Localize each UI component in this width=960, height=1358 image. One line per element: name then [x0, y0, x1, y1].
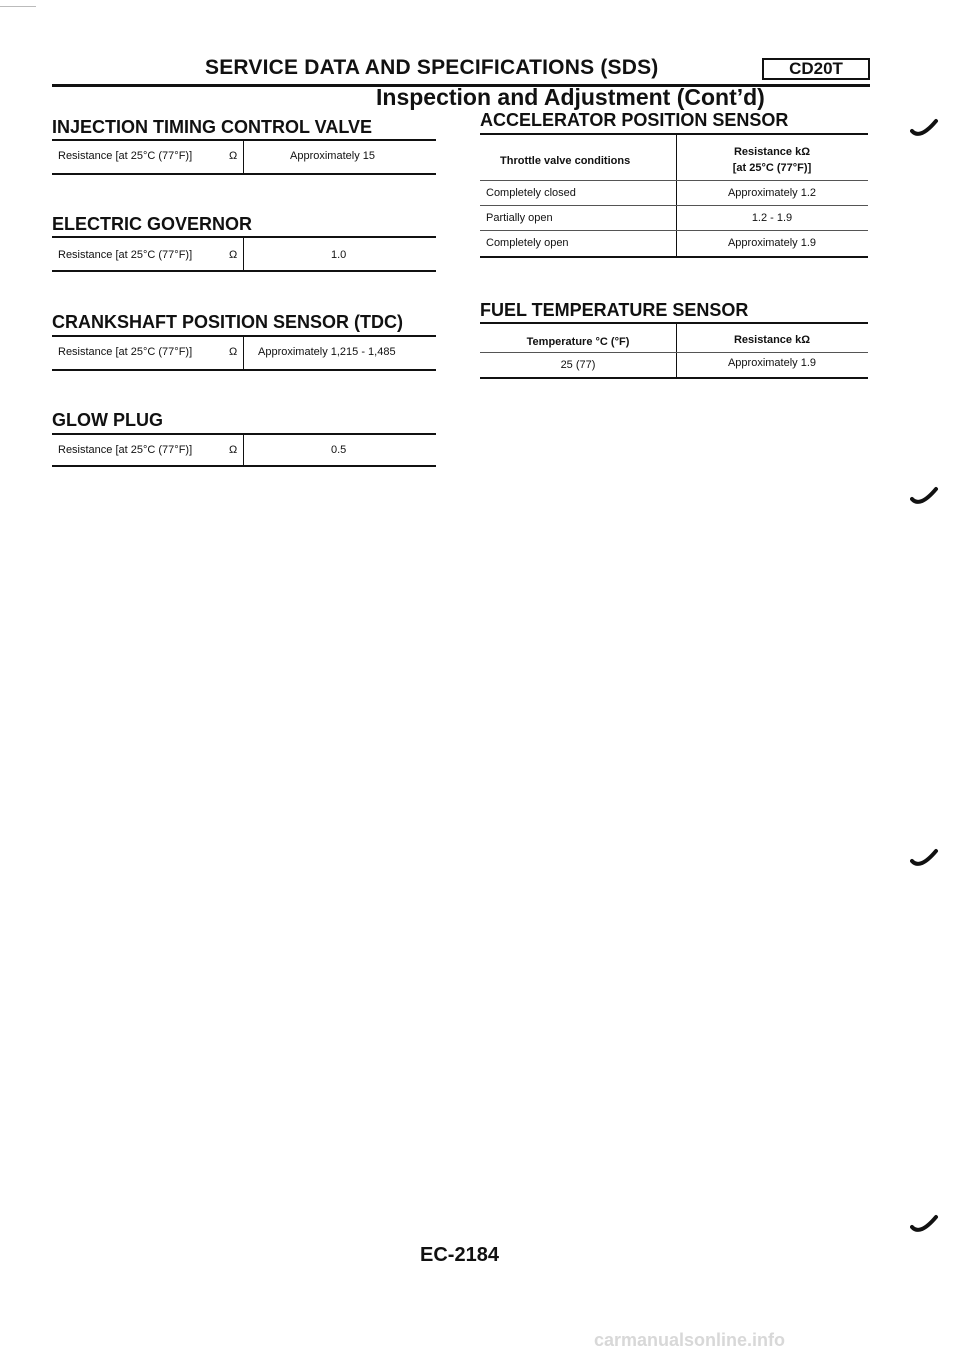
table-cell-condition: Completely closed	[486, 187, 576, 199]
table-header-throttle: Throttle valve conditions	[500, 155, 631, 167]
spec-unit: Ω	[229, 444, 238, 456]
row-divider	[480, 352, 868, 353]
section-rule	[480, 133, 868, 135]
spec-unit: Ω	[229, 346, 238, 358]
page-title: SERVICE DATA AND SPECIFICATIONS (SDS)	[205, 56, 659, 79]
watermark: carmanualsonline.info	[594, 1330, 786, 1350]
check-mark-icon	[910, 486, 940, 508]
table-cell-resistance: 1.2 - 1.9	[751, 212, 793, 224]
column-divider	[676, 324, 677, 378]
spec-label: Resistance [at 25°C (77°F)]	[58, 150, 193, 162]
column-divider	[243, 238, 244, 270]
page-subtitle: Inspection and Adjustment (Cont’d)	[376, 84, 765, 110]
column-divider	[243, 141, 244, 173]
spec-value: 1.0	[331, 249, 347, 261]
check-mark-icon	[910, 848, 940, 870]
section-rule	[52, 236, 436, 238]
section-rule	[52, 270, 436, 272]
check-mark-icon	[910, 1214, 940, 1236]
section-title-accelerator-sensor: ACCELERATOR POSITION SENSOR	[480, 110, 789, 130]
column-divider	[243, 435, 244, 467]
check-mark-icon	[910, 118, 940, 140]
scan-artifact	[0, 6, 36, 7]
table-header-resistance-condition: [at 25°C (77°F)]	[732, 162, 812, 174]
table-header-temperature: Temperature °C (°F)	[526, 336, 630, 348]
spec-unit: Ω	[229, 150, 238, 162]
table-cell-resistance: Approximately 1.9	[727, 357, 817, 369]
table-cell-temperature: 25 (77)	[560, 359, 596, 371]
table-cell-resistance: Approximately 1.9	[727, 237, 817, 249]
table-header-resistance: Resistance kΩ	[733, 146, 811, 158]
section-rule	[52, 173, 436, 175]
section-rule	[52, 369, 436, 371]
section-rule	[52, 335, 436, 337]
section-title-electric-governor: ELECTRIC GOVERNOR	[52, 214, 253, 234]
section-rule	[480, 322, 868, 324]
section-rule	[52, 139, 436, 141]
row-divider	[480, 230, 868, 231]
table-cell-resistance: Approximately 1.2	[727, 187, 817, 199]
section-rule	[52, 465, 436, 467]
section-rule	[480, 377, 868, 379]
table-header-resistance: Resistance kΩ	[733, 334, 811, 346]
spec-value: Approximately 15	[290, 150, 375, 162]
page-number: EC-2184	[420, 1244, 499, 1266]
section-rule	[52, 433, 436, 435]
spec-value: Approximately 1,215 - 1,485	[258, 346, 396, 358]
model-badge: CD20T	[762, 58, 870, 80]
section-title-fuel-temperature: FUEL TEMPERATURE SENSOR	[480, 300, 749, 320]
spec-label: Resistance [at 25°C (77°F)]	[58, 444, 193, 456]
section-rule	[480, 256, 868, 258]
table-cell-condition: Partially open	[486, 212, 553, 224]
section-title-glow-plug: GLOW PLUG	[52, 410, 163, 430]
row-divider	[480, 180, 868, 181]
spec-unit: Ω	[229, 249, 238, 261]
section-title-crankshaft-sensor: CRANKSHAFT POSITION SENSOR (TDC)	[52, 312, 403, 332]
column-divider	[243, 337, 244, 369]
row-divider	[480, 205, 868, 206]
spec-label: Resistance [at 25°C (77°F)]	[58, 346, 193, 358]
table-cell-condition: Completely open	[486, 237, 569, 249]
spec-value: 0.5	[331, 444, 347, 456]
section-title-injection-timing: INJECTION TIMING CONTROL VALVE	[52, 117, 373, 137]
spec-label: Resistance [at 25°C (77°F)]	[58, 249, 193, 261]
